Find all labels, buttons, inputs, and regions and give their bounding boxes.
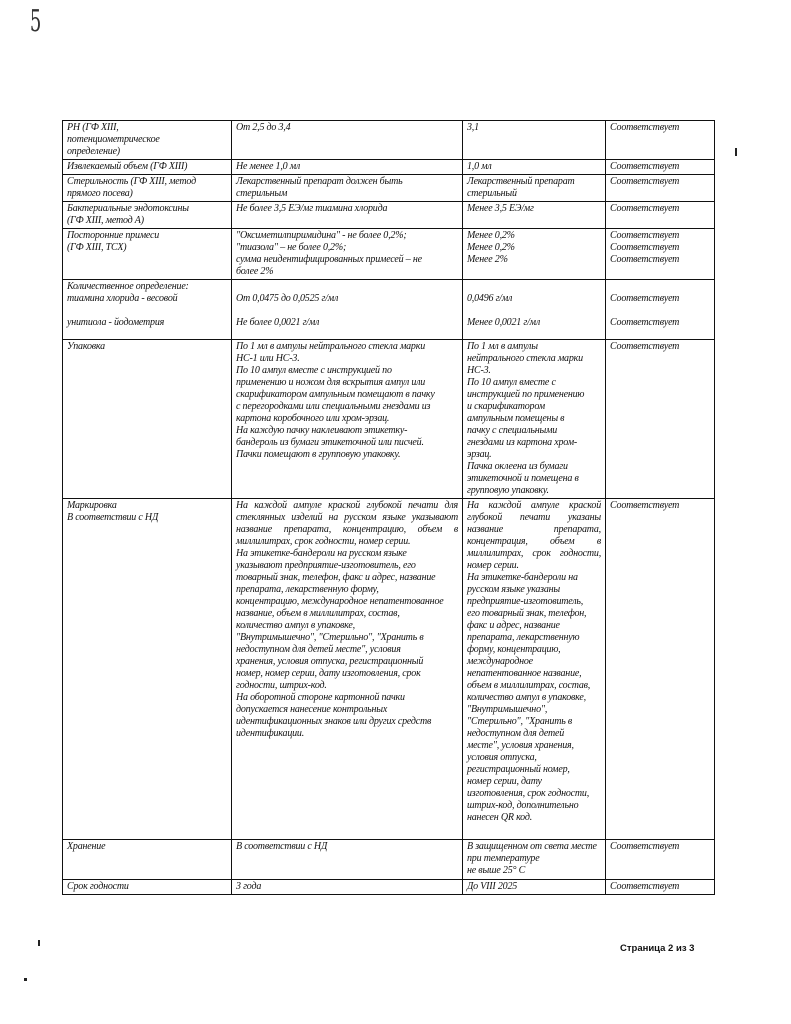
table-row xyxy=(63,340,715,499)
table-row xyxy=(63,840,715,880)
verdict-cell: Соответствует xyxy=(606,175,715,202)
verdict-cell: Соответствует Соответствует Соответствует xyxy=(606,229,715,280)
table-row xyxy=(63,160,715,175)
norm-cell: В соответствии с НД xyxy=(232,840,463,880)
scan-speck xyxy=(24,978,27,981)
norm-cell: Не более 3,5 ЕЭ/мг тиамина хлорида xyxy=(232,202,463,229)
parameter-cell: Стерильность (ГФ XIII, метод прямого посева) xyxy=(63,175,232,202)
verdict-cell: Соответствует Соответствует xyxy=(606,280,715,340)
result-cell: До VIII 2025 xyxy=(463,880,606,895)
table-row xyxy=(63,229,715,280)
parameter-cell: Хранение xyxy=(63,840,232,880)
scan-speck xyxy=(38,940,40,946)
result-cell: По 1 мл в ампулы нейтрального стекла марки НС-3. По 10 ампул вместе с инструкцией по применению и скарификатором ампульным помещены в пачку с специальными гнездами из картона хром- эрзац. Пачка оклеена из бумаги этикеточной и помещена в групповую упаковку. xyxy=(463,340,606,499)
result-cell: Лекарственный препарат стерильный xyxy=(463,175,606,202)
parameter-cell: Упаковка xyxy=(63,340,232,499)
scan-speck xyxy=(735,148,737,156)
handwritten-page-number: 5 xyxy=(29,4,42,39)
verdict-cell: Соответствует xyxy=(606,499,715,840)
norm-cell: 3 года xyxy=(232,880,463,895)
result-cell: На каждой ампуле краской глубокой печати указаны название препарата, концентрация, объем в миллилитрах, срок годности, номер серии. На этикетке-бандероли на русском языке указаны предприятие-изготовитель, его товарный знак, телефон, факс и адрес, название препарата, лекарственную форму, концентрацию, международное непатентованное название, объем в миллилитрах, состав, количество ампул в упаковке, "Внутримышечно", "Стерильно", "Хранить в недоступном для детей месте", условия хранения, условия отпуска, регистрационный номер, номер серии, дату изготовления, срок годности, штрих-код, дополнительно нанесен QR код. xyxy=(463,499,606,840)
result-cell: Менее 3,5 ЕЭ/мг xyxy=(463,202,606,229)
norm-cell: На каждой ампуле краской глубокой печати для стеклянных изделий на русском языке указывают название препарата, концентрацию, объем в миллилитрах, срок годности, номер серии. На этикетке-бандероли на русском языке указывают предприятие-изготовитель, его товарный знак, телефон, факс и адрес, название препарата, лекарственную форму, концентрацию, международное непатентованное название, объем в миллилитрах, состав, количество ампул в упаковке, "Внутримышечно", "Стерильно", "Хранить в недоступном для детей месте", условия хранения, условия отпуска, регистрационный номер, номер серии, дату изготовления, срок годности, штрих-код. На оборотной стороне картонной пачки допускается нанесение контрольных идентификационных знаков или других средств идентификации. xyxy=(232,499,463,840)
result-cell: Менее 0,2% Менее 0,2% Менее 2% xyxy=(463,229,606,280)
parameter-cell: Количественное определение: тиамина хлорида - весовой унитиола - йодометрия xyxy=(63,280,232,340)
verdict-cell: Соответствует xyxy=(606,202,715,229)
table-row xyxy=(63,175,715,202)
parameter-cell: Посторонние примеси (ГФ XIII, ТСХ) xyxy=(63,229,232,280)
parameter-cell: РН (ГФ XIII, потенциометрическое определение) xyxy=(63,121,232,160)
table-row xyxy=(63,202,715,229)
norm-cell: "Оксиметилпиримидина" - не более 0,2%; "тиазола" – не более 0,2%; сумма неидентифицированных примесей – не более 2% xyxy=(232,229,463,280)
quality-control-table xyxy=(62,120,715,895)
verdict-cell: Соответствует xyxy=(606,160,715,175)
parameter-cell: Извлекаемый объем (ГФ XIII) xyxy=(63,160,232,175)
norm-cell: Не менее 1,0 мл xyxy=(232,160,463,175)
table-row xyxy=(63,121,715,160)
parameter-cell: Срок годности xyxy=(63,880,232,895)
verdict-cell: Соответствует xyxy=(606,840,715,880)
result-cell: В защищенном от света месте при температуре не выше 25° С xyxy=(463,840,606,880)
page-number: Страница 2 из 3 xyxy=(620,943,695,954)
parameter-cell: Бактериальные эндотоксины (ГФ XIII, метод А) xyxy=(63,202,232,229)
norm-cell: От 2,5 до 3,4 xyxy=(232,121,463,160)
norm-cell: По 1 мл в ампулы нейтрального стекла марки НС-1 или НС-3. По 10 ампул вместе с инструкцией по применению и ножом для вскрытия ампул или скарификатором ампульным помещают в пачку с перегородками или специальными гнездами из картона коробочного или хром-эрзац. На каждую пачку наклеивают этикетку- бандероль из бумаги этикеточной или писчей. Пачки помещают в групповую упаковку. xyxy=(232,340,463,499)
verdict-cell: Соответствует xyxy=(606,880,715,895)
table-row xyxy=(63,280,715,340)
table-row xyxy=(63,880,715,895)
table-row xyxy=(63,499,715,840)
norm-cell: Лекарственный препарат должен быть стерильным xyxy=(232,175,463,202)
result-cell: 1,0 мл xyxy=(463,160,606,175)
result-cell: 3,1 xyxy=(463,121,606,160)
verdict-cell: Соответствует xyxy=(606,121,715,160)
norm-cell: От 0,0475 до 0,0525 г/мл Не более 0,0021 г/мл xyxy=(232,280,463,340)
result-cell: 0,0496 г/мл Менее 0,0021 г/мл xyxy=(463,280,606,340)
parameter-cell: Маркировка В соответствии с НД xyxy=(63,499,232,840)
verdict-cell: Соответствует xyxy=(606,340,715,499)
